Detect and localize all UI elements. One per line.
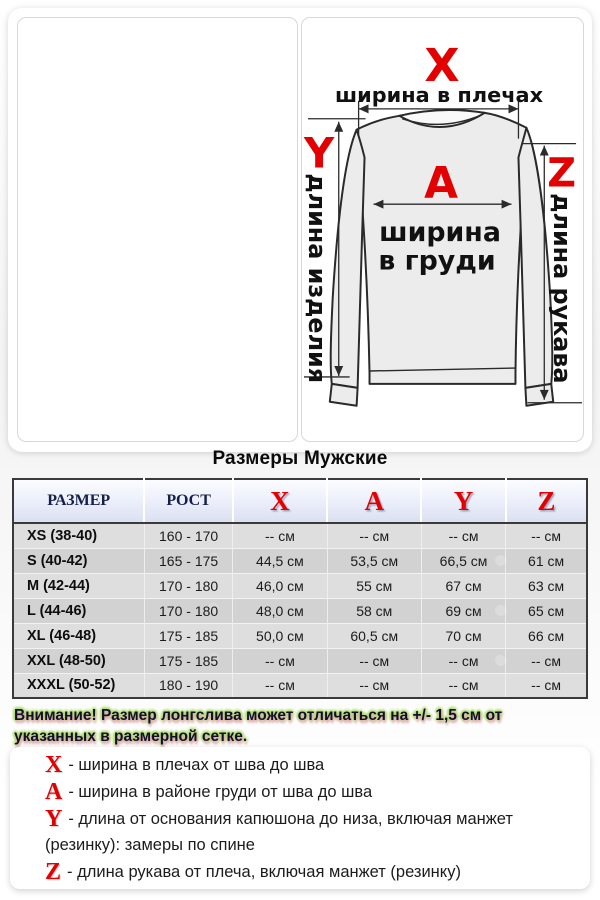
legend-item-y (45, 806, 568, 858)
header-a: A (327, 479, 421, 523)
table-row (13, 573, 587, 598)
shirt-left-sleeve (331, 130, 365, 388)
table-row (13, 648, 587, 673)
value-cell: 175 - 185 (144, 648, 232, 673)
size-cell: S (40-42) (13, 548, 144, 573)
value-cell: 58 см (327, 598, 421, 623)
value-cell: 44,5 см (233, 548, 327, 573)
value-cell: -- см (506, 523, 587, 548)
legend-text-z: - длина рукава от плеча, включая манжет (резинку) (67, 863, 461, 881)
size-cell: XXXL (50-52) (13, 673, 144, 698)
value-cell: 50,0 см (233, 623, 327, 648)
value-cell: -- см (327, 648, 421, 673)
x-caption: ширина в плечах (334, 82, 544, 107)
value-cell: 66,5 см (421, 548, 505, 573)
size-diagram-panel (301, 17, 584, 442)
value-cell: -- см (506, 673, 587, 698)
shirt-left-cuff (330, 384, 358, 406)
size-cell: XS (38-40) (13, 523, 144, 548)
value-cell: 53,5 см (327, 548, 421, 573)
legend-text-x: - ширина в плечах от шва до шва (68, 756, 325, 774)
value-cell: 160 - 170 (144, 523, 232, 548)
product-image-panel (17, 17, 298, 442)
table-row (13, 623, 587, 648)
value-cell: -- см (233, 523, 327, 548)
legend-item-x (45, 752, 568, 778)
value-cell: 170 - 180 (144, 573, 232, 598)
table-row (13, 673, 587, 698)
a-caption-line1: ширина (379, 216, 501, 248)
legend-letter-z: Z (45, 859, 62, 885)
table-row (13, 548, 587, 573)
legend-text-a: - ширина в районе груди от шва до шва (68, 783, 373, 801)
value-cell: 61 см (506, 548, 587, 573)
warning-text: Внимание! Размер лонгслива может отличаться на +/- 1,5 см от указанных в размерной сетке. (14, 707, 503, 745)
size-table (12, 478, 588, 699)
x-letter: X (424, 39, 460, 93)
y-letter: Y (303, 128, 335, 178)
value-cell: 48,0 см (233, 598, 327, 623)
value-cell: 70 см (421, 623, 505, 648)
table-header-row (13, 479, 587, 523)
value-cell: 46,0 см (233, 573, 327, 598)
z-letter: Z (547, 150, 577, 197)
header-z: Z (506, 479, 587, 523)
value-cell: 55 см (327, 573, 421, 598)
value-cell: 180 - 190 (144, 673, 232, 698)
legend-letter-x: X (45, 752, 63, 778)
value-cell: 175 - 185 (144, 623, 232, 648)
legend-item-a (45, 779, 568, 805)
value-cell: 170 - 180 (144, 598, 232, 623)
legend-text-y: - длина от основания капюшона до низа, включая манжет (резинку): замеры по спине (45, 810, 513, 854)
value-cell: -- см (327, 673, 421, 698)
value-cell: 165 - 175 (144, 548, 232, 573)
header-y: Y (421, 479, 505, 523)
image-card (8, 8, 592, 452)
a-caption-line2: в груди (378, 245, 496, 277)
size-cell: XXL (48-50) (13, 648, 144, 673)
size-cell: M (42-44) (13, 573, 144, 598)
value-cell: -- см (327, 523, 421, 548)
value-cell: -- см (421, 648, 505, 673)
value-cell: 69 см (421, 598, 505, 623)
value-cell: 63 см (506, 573, 587, 598)
longsleeve-diagram (302, 18, 583, 441)
value-cell: -- см (421, 523, 505, 548)
table-row (13, 523, 587, 548)
value-cell: 60,5 см (327, 623, 421, 648)
legend-letter-y: Y (45, 806, 63, 832)
a-letter: A (424, 158, 458, 210)
value-cell: -- см (233, 648, 327, 673)
value-cell: -- см (233, 673, 327, 698)
value-cell: 67 см (421, 573, 505, 598)
y-caption: длина изделия (302, 173, 331, 384)
size-cell: L (44-46) (13, 598, 144, 623)
z-caption: длина рукава (548, 193, 577, 384)
header-x: X (233, 479, 327, 523)
header-size: РАЗМЕР (13, 479, 144, 523)
value-cell: -- см (421, 673, 505, 698)
value-cell: 66 см (506, 623, 587, 648)
legend-item-z (45, 859, 568, 885)
header-height: РОСТ (144, 479, 232, 523)
size-table-body (13, 523, 587, 698)
size-cell: XL (46-48) (13, 623, 144, 648)
table-row (13, 598, 587, 623)
value-cell: 65 см (506, 598, 587, 623)
value-cell: -- см (506, 648, 587, 673)
legend-letter-a: A (45, 779, 63, 805)
legend-card (10, 747, 590, 889)
page-title: Размеры Мужские (212, 448, 388, 469)
